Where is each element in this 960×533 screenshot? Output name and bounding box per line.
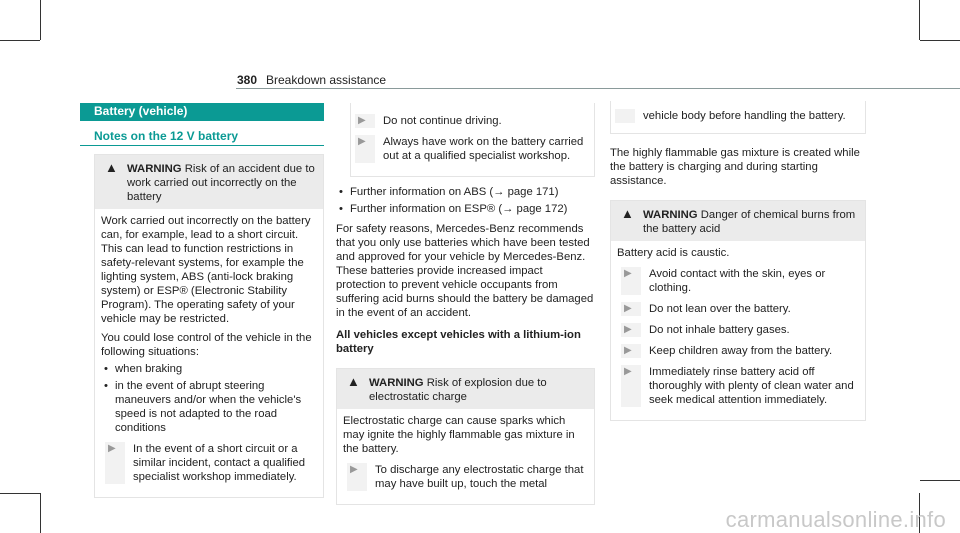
instruction-step: ▶ Do not continue driving. [351, 114, 588, 128]
warning-text: Work carried out incorrectly on the battery can, for example, lead to a short circuit. This can lead to function restrictions in safety-relevant systems, for example the lighting system, ABS (anti-lock braking system) or ESP® (Electronic Stability Program). The operating safety of your vehicle may be restricted. [101, 215, 311, 325]
arrow-icon: ▶ [621, 365, 641, 407]
arrow-icon: ▶ [355, 135, 375, 163]
warning-title: Risk of explosion due to electrostatic charge [369, 377, 547, 403]
warning-title: Danger of chemical burns from the battery acid [643, 209, 856, 235]
list-item[interactable]: • Further information on ABS (→ page 171) [336, 185, 595, 199]
header-divider [236, 88, 960, 89]
subsection-title: Notes on the 12 V battery [80, 121, 324, 146]
warning-text: Electrostatic charge can cause sparks which may ignite the highly flammable gas mixture in the battery. [343, 415, 575, 455]
warning-triangle-icon: ▲ [347, 374, 360, 389]
heading: All vehicles except vehicles with a lithium-ion battery [336, 329, 581, 355]
column-1 [80, 103, 324, 498]
watermark[interactable]: carmanualsonline.info [725, 507, 946, 532]
instruction-step: ▶ Immediately rinse battery acid off thoroughly with plenty of clean water and seek medical attention immediately. [617, 365, 859, 407]
warning-triangle-icon: ▲ [621, 206, 634, 221]
arrow-icon: ▶ [621, 323, 641, 337]
warning-box [610, 200, 866, 421]
list-item[interactable]: • Further information on ESP® (→ page 172) [336, 202, 595, 216]
warning-box [336, 368, 595, 505]
warning-box-continued [350, 103, 595, 177]
list-item: • when braking [101, 362, 317, 376]
warning-text: Battery acid is caustic. [617, 247, 730, 259]
arrow-icon: ▶ [347, 463, 367, 491]
warning-box [94, 154, 324, 498]
running-header: Breakdown assistance [266, 73, 387, 87]
instruction-step: ▶ Do not inhale battery gases. [617, 323, 859, 337]
warning-label: WARNING [643, 209, 698, 221]
instruction-step: ▶ Avoid contact with the skin, eyes or clothing. [617, 267, 859, 295]
arrow-icon: ▶ [105, 442, 125, 484]
instruction-step: ▶ To discharge any electrostatic charge that may have built up, touch the metal [343, 463, 588, 491]
instruction-step: ▶ Keep children away from the battery. [617, 344, 859, 358]
crop-mark [0, 493, 40, 494]
paragraph: For safety reasons, Mercedes-Benz recommends that you only use batteries which have been tested and approved for your vehicle by Mercedes-Benz. These batteries provide increased impact protection to prevent vehicle occupants from suffering acid burns should the battery be damaged in the event of an accident. [336, 223, 594, 319]
arrow-icon: ▶ [621, 302, 641, 316]
instruction-step: ▶ In the event of a short circuit or a similar incident, contact a qualified specialist workshop immediately. [101, 442, 317, 484]
paragraph: The highly flammable gas mixture is created while the battery is charging and during starting assistance. [610, 147, 860, 187]
warning-text: You could lose control of the vehicle in the following situations: [101, 332, 312, 358]
crop-mark [0, 40, 40, 41]
arrow-icon: ▶ [621, 267, 641, 295]
arrow-icon: ▶ [355, 114, 375, 128]
warning-label: WARNING [369, 377, 424, 389]
column-3 [610, 101, 866, 421]
list-item: • in the event of abrupt steering maneuvers and/or when the vehicle's speed is not adapted to the road conditions [101, 379, 317, 435]
crop-mark [920, 40, 960, 41]
page-number: 380 [237, 73, 258, 87]
section-title: Battery (vehicle) [80, 103, 324, 121]
arrow-icon: ▶ [621, 344, 641, 358]
crop-mark [40, 493, 41, 533]
warning-triangle-icon: ▲ [105, 160, 118, 175]
warning-box-continued [610, 101, 866, 134]
instruction-step: ▶ Always have work on the battery carried out at a qualified specialist workshop. [351, 135, 588, 163]
warning-label: WARNING [127, 163, 182, 175]
instruction-step: vehicle body before handling the battery. [611, 109, 859, 123]
instruction-step: ▶ Do not lean over the battery. [617, 302, 859, 316]
crop-mark [919, 0, 920, 40]
arrow-placeholder [615, 109, 635, 123]
column-2 [336, 103, 595, 505]
warning-title: Risk of an accident due to work carried out incorrectly on the battery [127, 163, 315, 203]
crop-mark [920, 480, 960, 481]
crop-mark [40, 0, 41, 40]
